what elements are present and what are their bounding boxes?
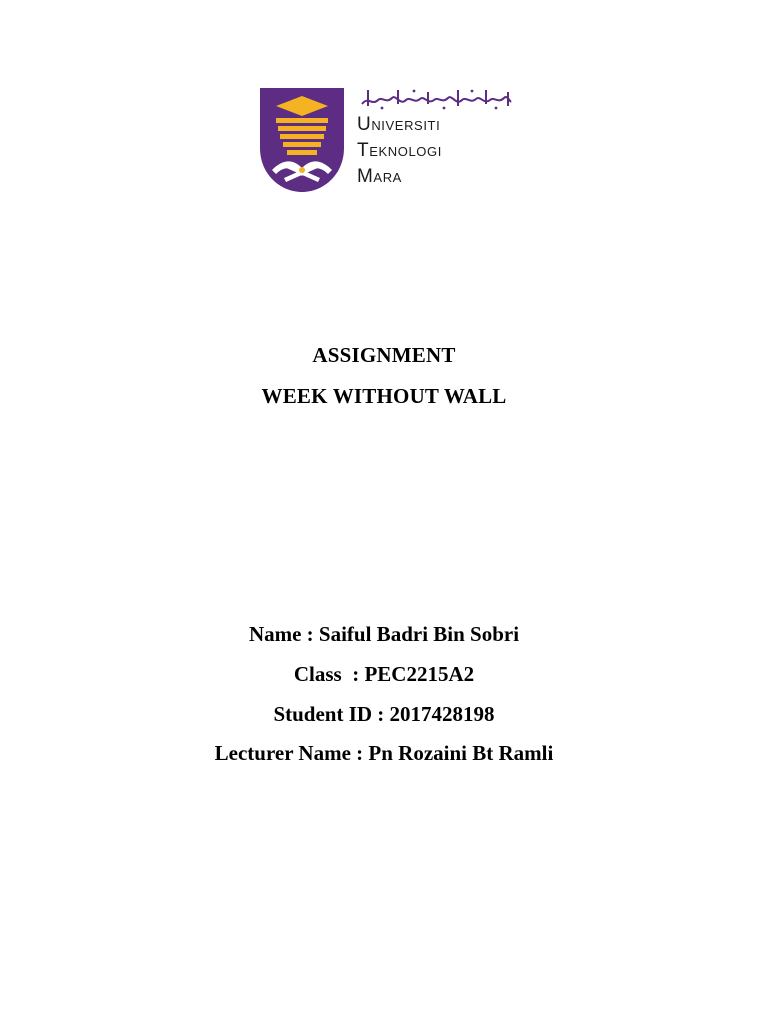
lecturer-name: Lecturer Name : Pn Rozaini Bt Ramli: [214, 741, 554, 765]
assignment-heading: ASSIGNMENT: [312, 343, 456, 367]
student-name: Name : Saiful Badri Bin Sobri: [248, 622, 520, 646]
uitm-crest-icon: [258, 86, 346, 194]
assignment-title: WEEK WITHOUT WALL: [261, 384, 507, 408]
university-name: [357, 112, 442, 190]
university-logo: [258, 86, 518, 196]
university-name-line-3: Mara: [357, 166, 402, 187]
jawi-script-name: [358, 86, 514, 112]
university-name-line-2: Teknologi: [357, 140, 442, 161]
student-id: Student ID : 2017428198: [273, 702, 495, 726]
university-name-line-1: Universiti: [357, 114, 441, 135]
student-class: Class : PEC2215A2: [293, 662, 475, 686]
jawi-text-icon: [358, 86, 514, 112]
